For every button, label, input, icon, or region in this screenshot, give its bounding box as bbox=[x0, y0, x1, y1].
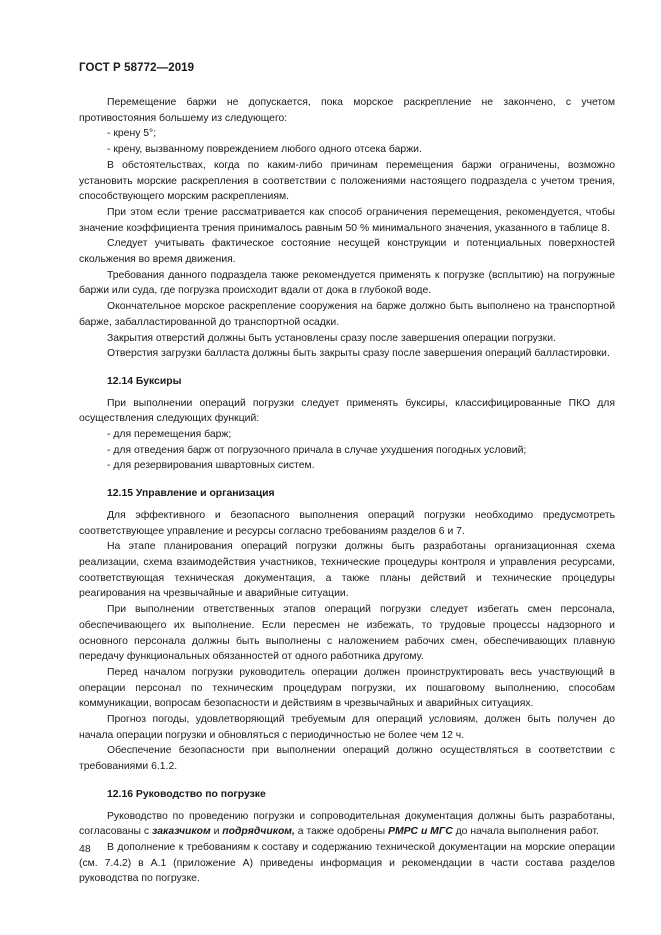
text-run: а также одобрены bbox=[294, 826, 389, 838]
paragraph: При выполнении ответственных этапов операций погрузки следует избегать смен персонала, обеспечивающего их выполнение. Если пересмен не избежать, то трудовые процессы надзорного и основного персонала должны быть выполнены с наложением рабочих смен, обеспечивающих плавную передачу функциональных обязанностей от одного работника другому. bbox=[79, 604, 615, 663]
paragraph: Перед началом погрузки руководитель операции должен проинструктировать весь участвующий в операции персонал по техническим процедурам погрузки, их пошаговому выполнению, способам коммуникации, вопросам безопасности и действиям в чрезвычайных и аварийных ситуациях. bbox=[79, 666, 615, 710]
list-item: - для перемещения барж; bbox=[107, 429, 232, 441]
text-run: Руководство по проведению погрузки и сопроводительная документация должны быть разработаны, согласованы с bbox=[79, 810, 615, 838]
emphasized-term: РМРС и МГС bbox=[388, 826, 453, 838]
paragraph: Отверстия загрузки балласта должны быть закрыты сразу после завершения операций балластировки. bbox=[107, 348, 610, 360]
paragraph: Обеспечение безопасности при выполнении операций должно осуществляться в соответствии с требованиями 6.1.2. bbox=[79, 745, 615, 773]
paragraph: Закрытия отверстий должны быть установлены сразу после завершения операции погрузки. bbox=[107, 332, 556, 344]
emphasized-term: подрядчиком, bbox=[222, 826, 295, 838]
document-body bbox=[79, 95, 615, 887]
paragraph: Перемещение баржи не допускается, пока морское раскрепление не закончено, с учетом противостояния большему из следующего: bbox=[79, 97, 615, 124]
paragraph: Окончательное морское раскрепление сооружения на барже должно быть выполнено на транспортной барже, забалластированной до транспортной осадки. bbox=[79, 301, 615, 328]
document-header: ГОСТ Р 58772—2019 bbox=[79, 62, 195, 74]
paragraph: При выполнении операций погрузки следует применять буксиры, классифицированные ПКО для осуществления следующих функций: bbox=[79, 397, 615, 425]
text-run: до начала выполнения работ. bbox=[452, 826, 599, 838]
paragraph: На этапе планирования операций погрузки должны быть разработаны организационная схема реализации, схема взаимодействия участников, технические процедуры контроля и управления ресурсами, соответствующая техническая документация, а также планы действий и технические процедуры реагирования на чрезвычайные и аварийные ситуации. bbox=[79, 541, 615, 600]
paragraph bbox=[79, 809, 615, 840]
paragraph: В дополнение к требованиям к составу и содержанию технической документации на морские операции (см. 7.4.2) в А.1 (приложение А) приведены информация и рекомендации в части состава разделов руководства по погрузке. bbox=[79, 841, 615, 885]
paragraph: В обстоятельствах, когда по каким-либо причинам перемещения баржи ограничены, возможно установить морские раскрепления в соответствии с положениями настоящего подраздела с учетом трения, способствующего морским раскреплениям. bbox=[79, 159, 615, 203]
section-heading: 12.16 Руководство по погрузке bbox=[107, 788, 266, 800]
paragraph: Требования данного подраздела также рекомендуется применять к погрузке (всплытию) на погружные баржи или суда, где погрузка происходит вдали от дока в глубокой воде. bbox=[79, 269, 615, 297]
paragraph: При этом если трение рассматривается как способ ограничения перемещения, рекомендуется, чтобы значение коэффициента трения принималось равным 50 % минимального значения, указанного в таблице 8. bbox=[79, 206, 615, 234]
list-item: - для отведения барж от погрузочного причала в случае ухудшения погодных условий; bbox=[107, 444, 527, 456]
page-number: 48 bbox=[79, 843, 91, 855]
paragraph: Для эффективного и безопасного выполнения операций погрузки необходимо предусмотреть соответствующее управление и ресурсы согласно требованиям разделов 6 и 7. bbox=[79, 509, 615, 537]
paragraph: Следует учитывать фактическое состояние несущей конструкции и потенциальных поверхностей скольжения во время движения. bbox=[79, 238, 615, 266]
section-heading: 12.15 Управление и организация bbox=[107, 488, 275, 500]
paragraph: Прогноз погоды, удовлетворяющий требуемым для операций условиям, должен быть получен до начала операции погрузки и обновляться с периодичностью не более чем 12 ч. bbox=[79, 714, 615, 741]
list-item: - для резервирования швартовных систем. bbox=[107, 460, 315, 472]
list-item: - крену, вызванному повреждением любого одного отсека баржи. bbox=[107, 144, 422, 156]
emphasized-term: заказчиком bbox=[151, 826, 211, 838]
text-run: и bbox=[210, 826, 223, 838]
section-heading: 12.14 Буксиры bbox=[107, 375, 182, 387]
list-item: - крену 5°; bbox=[107, 128, 157, 140]
